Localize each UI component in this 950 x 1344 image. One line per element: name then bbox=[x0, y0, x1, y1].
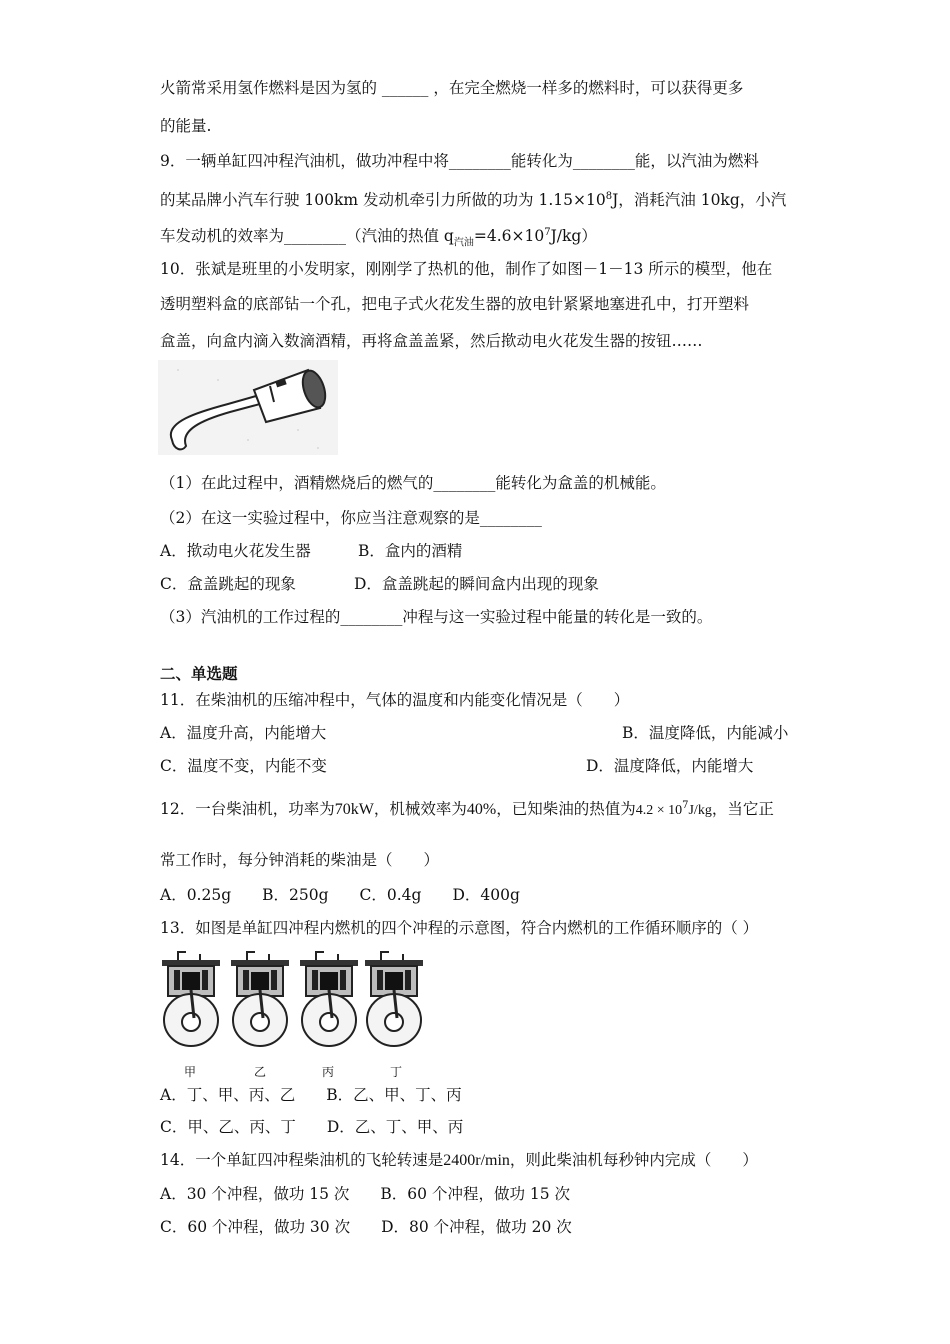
q9-line1: 9．一辆单缸四冲程汽油机，做功冲程中将________能转化为________能，以汽油为燃料 bbox=[160, 152, 759, 170]
q12-line2: 常工作时，每分钟消耗的柴油是（ ） bbox=[160, 851, 440, 869]
q14-stem: 14．一个单缸四冲程柴油机的飞轮转速是2400r/min，则此柴油机每秒钟内完成（ ） bbox=[160, 1151, 758, 1169]
q10-line1: 10．张斌是班里的小发明家，刚刚学了热机的他，制作了如图－1－13 所示的模型，他在 bbox=[160, 260, 773, 278]
q13-options-ab: A．丁、甲、丙、乙 B．乙、甲、丁、丙 bbox=[160, 1086, 462, 1104]
q12-line1: 12．一台柴油机，功率为70kW，机械效率为40%，已知柴油的热值为$4.2 \times 10^7J/kg$，当它正 bbox=[160, 800, 774, 819]
spark-generator-figure bbox=[158, 360, 338, 455]
q8-line2: 的能量. bbox=[160, 117, 212, 135]
q10-option-c: C．盒盖跳起的现象 bbox=[160, 575, 296, 593]
q10-line3: 盒盖，向盒内滴入数滴酒精，再将盒盖盖紧，然后揿动电火花发生器的按钮…… bbox=[160, 332, 703, 350]
section-heading: 二、单选题 bbox=[160, 665, 238, 683]
q14-options-cd: C．60 个冲程，做功 30 次 D．80 个冲程，做功 20 次 bbox=[160, 1218, 572, 1236]
q11-option-a: A．温度升高，内能增大 bbox=[160, 724, 327, 742]
q12-options: A．0.25g B．250g C．0.4g D．400g bbox=[160, 886, 520, 904]
q11-stem: 11．在柴油机的压缩冲程中，气体的温度和内能变化情况是（ ） bbox=[160, 691, 630, 709]
q10-sub1: （1）在此过程中，酒精燃烧后的燃气的________能转化为盒盖的机械能。 bbox=[160, 474, 666, 492]
q10-line2: 透明塑料盒的底部钻一个孔，把电子式火花发生器的放电针紧紧地塞进孔中，打开塑料 bbox=[160, 295, 750, 313]
figure-label-ding: 丁 bbox=[390, 1065, 403, 1079]
q8-line1: 火箭常采用氢作燃料是因为氢的 ______ ，在完全燃烧一样多的燃料时，可以获得更多 bbox=[160, 79, 744, 97]
figure-label-jia: 甲 bbox=[184, 1065, 197, 1079]
q10-option-d: D．盒盖跳起的瞬间盒内出现的现象 bbox=[354, 575, 599, 593]
q14-options-ab: A．30 个冲程，做功 15 次 B．60 个冲程，做功 15 次 bbox=[160, 1185, 571, 1203]
q11-option-c: C．温度不变，内能不变 bbox=[160, 757, 327, 775]
engine-strokes-figure bbox=[158, 950, 423, 1070]
q10-sub3: （3）汽油机的工作过程的________冲程与这一实验过程中能量的转化是一致的。 bbox=[160, 608, 713, 626]
q11-option-b: B．温度降低，内能减小 bbox=[622, 724, 789, 742]
q11-option-d: D．温度降低，内能增大 bbox=[586, 757, 754, 775]
q13-options-cd: C．甲、乙、丙、丁 D．乙、丁、甲、丙 bbox=[160, 1118, 464, 1136]
q10-option-a: A．揿动电火花发生器 bbox=[160, 542, 311, 560]
q10-sub2: （2）在这一实验过程中，你应当注意观察的是________ bbox=[160, 509, 542, 527]
q9-line3: 车发动机的效率为________（汽油的热值 $q_{汽油}=4.6\times 10^7J/kg$） bbox=[160, 227, 597, 249]
q9-line2: 的某品牌小汽车行驶 100km 发动机牵引力所做的功为 $1.15\times 10^8J$，消耗汽油 10kg，小汽 bbox=[160, 191, 787, 210]
figure-label-yi: 乙 bbox=[254, 1065, 267, 1079]
q13-stem: 13．如图是单缸四冲程内燃机的四个冲程的示意图，符合内燃机的工作循环顺序的（ ） bbox=[160, 919, 759, 937]
figure-label-bing: 丙 bbox=[322, 1065, 335, 1079]
q10-option-b: B．盒内的酒精 bbox=[358, 542, 463, 560]
